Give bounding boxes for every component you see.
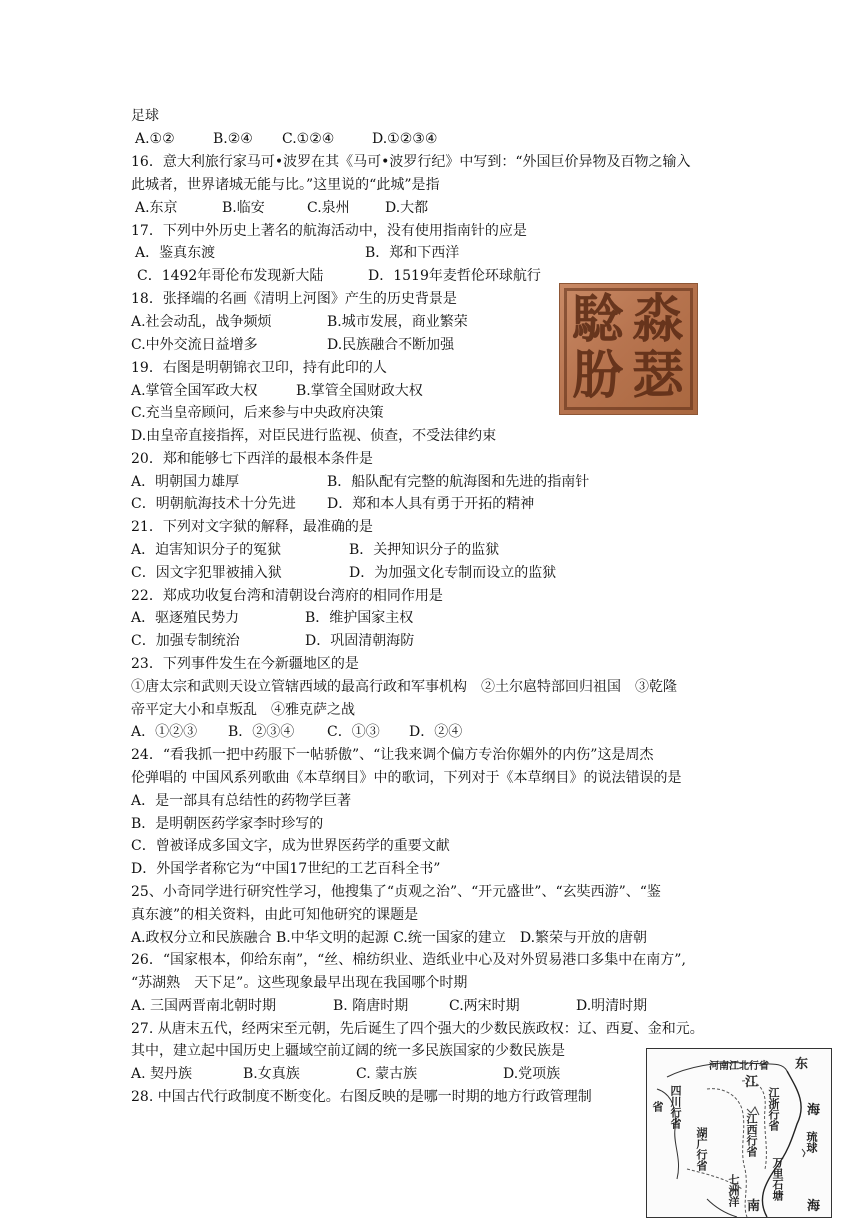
q15-option-d: D.①②③④ [372, 131, 438, 147]
q26-stem-2: “苏湖熟 天下足”。这些现象最早出现在我国哪个时期 [131, 975, 468, 991]
q28-stem: 28. 中国古代行政制度不断变化。右图反映的是哪一时期的地方行政管理制 [131, 1089, 592, 1105]
q23-stem: 23．下列事件发生在今新疆地区的是 [131, 656, 359, 672]
q23-option-a: A．①②③ [131, 724, 198, 740]
q15-option-c: C.①②④ [282, 131, 335, 147]
jinyiwei-seal-image [559, 283, 698, 415]
q27-stem-1: 27. 从唐末五代，经两宋至元朝，先后诞生了四个强大的少数民族政权：辽、西夏、金和元。 [131, 1021, 704, 1037]
seal-char: 騐 [572, 289, 625, 350]
q27-option-b: B.女真族 [243, 1066, 300, 1082]
q22-stem: 22．郑成功收复台湾和清朝设台湾府的相同作用是 [131, 588, 443, 604]
q26-stem-1: 26．“国家根本，仰给东南”，“丝、棉纺织业、造纸业中心及对外贸易港口多集中在南方”, [131, 952, 686, 968]
map-label-sea-2: 海 [807, 1199, 821, 1214]
q24-stem-1: 24．“看我抓一把中药服下一帖骄傲”、“让我来调个偏方专治你媚外的内伤”这是周杰 [131, 747, 654, 763]
q18-option-b: B.城市发展，商业繁荣 [327, 314, 468, 330]
q22-option-c: C．加强专制统治 [131, 633, 240, 649]
q24-stem-2: 伦弹唱的 中国风系列歌曲《本草纲目》中的歌词，下列对于《本草纲目》的说法错误的是 [131, 770, 682, 786]
q16-stem-2: 此城者，世界诸城无能与比。”这里说的“此城”是指 [131, 177, 440, 193]
seal-char: 淼 [632, 289, 685, 350]
map-label-east: 东 [795, 1057, 809, 1072]
q21-option-c: C．因文字犯罪被捕入狱 [131, 565, 282, 581]
map-label-jiangxi: 江西行省 [745, 1113, 758, 1157]
map-label-qizhou: 七洲洋 [727, 1174, 740, 1207]
q25-options: A.政权分立和民族融合 B.中华文明的起源 C.统一国家的建立 D.繁荣与开放的唐朝 [131, 930, 648, 946]
map-label-huguang: 湖广行省 [695, 1127, 708, 1171]
map-label-liuqiu: 琉球 [805, 1131, 818, 1153]
q18-option-a: A.社会动乱，战争频烦 [131, 314, 272, 330]
q19-option-c: C.充当皇帝顾问，后来参与中央政府决策 [131, 405, 384, 421]
q23-items-1: ①唐太宗和武则天设立管辖西域的最高行政和军事机构 ②土尔扈特部回归祖国 ③乾隆 [131, 679, 677, 695]
q22-option-a: A．驱逐殖民势力 [131, 610, 240, 626]
q18-option-c: C.中外交流日益增多 [131, 337, 258, 353]
q26-option-a: A. 三国两晋南北朝时期 [131, 998, 277, 1014]
q18-stem: 18．张择端的名画《清明上河图》产生的历史背景是 [131, 291, 457, 307]
q16-stem-1: 16．意大利旅行家马可•波罗在其《马可•波罗行纪》中写到：“外国巨价异物及百物之输入 [131, 154, 691, 170]
map-label-sichuan: 四川行省 [669, 1085, 682, 1129]
q15-option-b: B.②④ [213, 131, 253, 147]
q24-option-a: A．是一部具有总结性的药物学巨著 [131, 793, 352, 809]
q21-option-d: D．为加强文化专制而设立的监狱 [349, 565, 557, 581]
q21-option-a: A．迫害知识分子的冤狱 [131, 542, 282, 558]
q18-option-d: D.民族融合不断加强 [327, 337, 455, 353]
q23-option-b: B．②③④ [228, 724, 295, 740]
q16-option-d: D.大都 [385, 200, 429, 216]
q27-option-c: C. 蒙古族 [356, 1066, 418, 1082]
q19-option-b: B.掌管全国财政大权 [296, 383, 423, 399]
q17-option-c: C．1492年哥伦布发现新大陆 [137, 268, 324, 284]
q24-option-c: C．曾被译成多国文字，成为世界医药学的重要文献 [131, 838, 450, 854]
map-label-wanli: 万里石塘 [771, 1157, 784, 1201]
q24-option-d: D．外国学者称它为“中国17世纪的工艺百科全书” [131, 861, 441, 877]
q27-option-a: A. 契丹族 [131, 1066, 193, 1082]
q25-stem-1: 25、小奇同学进行研究性学习，他搜集了“贞观之治”、“开元盛世”、“玄奘西游”、“鉴 [131, 884, 661, 900]
map-label-left: 省 [651, 1101, 664, 1112]
q22-option-b: B．维护国家主权 [305, 610, 414, 626]
q27-option-d: D.党项族 [503, 1066, 561, 1082]
q22-option-d: D．巩固清朝海防 [305, 633, 415, 649]
q20-option-c: C．明朝航海技术十分先进 [131, 496, 296, 512]
q26-option-c: C.两宋时期 [449, 998, 520, 1014]
q15-option-a: A.①② [135, 131, 175, 147]
q19-option-a: A.掌管全国军政大权 [131, 383, 258, 399]
seal-char: 瑟 [632, 345, 685, 406]
map-label-sea: 海 [807, 1103, 821, 1118]
q24-option-b: B．是明朝医药学家李时珍写的 [131, 816, 324, 832]
q20-stem: 20．郑和能够七下西洋的最根本条件是 [131, 451, 373, 467]
map-label-jiangzhe: 江浙行省 [767, 1087, 780, 1131]
q16-option-a: A.东京 [135, 200, 178, 216]
q17-option-d: D．1519年麦哲伦环球航行 [368, 268, 541, 284]
q16-option-c: C.泉州 [307, 200, 350, 216]
map-label-henan: 河南江北行省 [709, 1061, 769, 1072]
q19-option-d: D.由皇帝直接指挥，对臣民进行监视、侦查，不受法律约束 [131, 428, 497, 444]
q15-tail: 足球 [131, 108, 159, 124]
seal-char: 朌 [572, 345, 625, 406]
q26-option-b: B. 隋唐时期 [333, 998, 409, 1014]
q23-option-d: D．②④ [409, 724, 463, 740]
q17-option-b: B．郑和下西洋 [365, 245, 460, 261]
q25-stem-2: 真东渡”的相关资料，由此可知他研究的课题是 [131, 907, 419, 923]
q16-option-b: B.临安 [222, 200, 265, 216]
q17-stem: 17．下列中外历史上著名的航海活动中，没有使用指南针的应是 [131, 223, 527, 239]
map-label-south: 南 [747, 1199, 761, 1214]
q21-option-b: B．关押知识分子的监狱 [349, 542, 500, 558]
q20-option-a: A．明朝国力雄厚 [131, 474, 240, 490]
q27-stem-2: 其中，建立起中国历史上疆域空前辽阔的统一多民族国家的少数民族是 [131, 1043, 565, 1059]
q26-option-d: D.明清时期 [576, 998, 648, 1014]
q21-stem: 21．下列对文字狱的解释，最准确的是 [131, 519, 373, 535]
q23-option-c: C．①③ [327, 724, 380, 740]
map-label-river: 江 [745, 1075, 759, 1090]
q20-option-b: B．船队配有完整的航海图和先进的指南针 [327, 474, 590, 490]
q23-items-2: 帝平定大小和卓叛乱 ④雅克萨之战 [131, 702, 355, 718]
yuan-provinces-map [646, 1048, 832, 1218]
q19-stem: 19．右图是明朝锦衣卫印，持有此印的人 [131, 360, 387, 376]
q20-option-d: D．郑和本人具有勇于开拓的精神 [327, 496, 535, 512]
q17-option-a: A．鉴真东渡 [135, 245, 216, 261]
